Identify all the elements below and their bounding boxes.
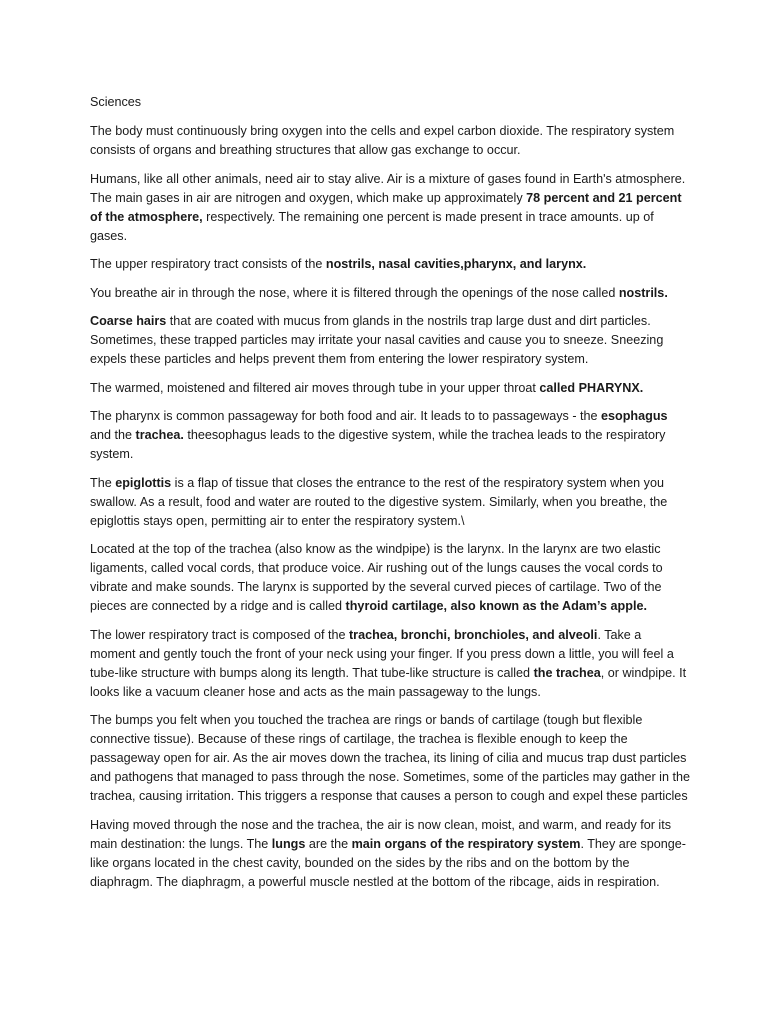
text-run: The body must continuously bring oxygen into the cells and expel carbon dioxide. The respiratory system consists of organs and breathing structures that allow gas exchange to occur. [90, 124, 675, 157]
text-run: The pharynx is common passageway for both food and air. It leads to to passageways - the [90, 409, 602, 423]
text-run: The bumps you felt when you touched the trachea are rings or bands of cartilage (tough but flexible connective tissue). Because of these rings of cartilage, the trachea is flexible enough to keep the passageway open for air. As the air moves down the trachea, its lining of cilia and mucus trap dust particles and pathogens that managed to pass through the nose. Sometimes, some of the particles may gather in the trachea, causing irritation. This triggers a response that causes a person to cough and expel these particles [90, 713, 690, 803]
text-run: theesophagus leads to the digestive system, while the trachea leads to the respiratory system. [90, 428, 666, 461]
text-run: The [90, 475, 116, 490]
bold-text: trachea, bronchi, bronchioles, and alveoli [348, 627, 598, 642]
text-run: are the [305, 836, 352, 851]
text-run: that are coated with mucus from glands in the nostrils trap large dust and dirt particles. Sometimes, these trapped particles may irritate your nasal cavities and cause you to sneeze. Sneezing expels these particles and helps prevent them from entering the lower respiratory system. [90, 314, 664, 366]
bold-text: nostrils, nasal cavities,pharynx, and larynx. [325, 257, 587, 271]
bold-text: nostrils. [618, 285, 668, 300]
text-run: respectively. The remaining one percent is made present in trace amounts. up of gases. [90, 209, 654, 243]
bold-text: lungs [271, 836, 306, 851]
paragraph [90, 379, 690, 398]
bold-text: the trachea [533, 665, 601, 680]
paragraph [90, 816, 690, 892]
paragraph [90, 540, 690, 616]
paragraph [90, 711, 690, 806]
text-run: Having moved through the nose and the trachea, the air is now clean, moist, and warm, and ready for its main destination: the lungs. The [90, 817, 672, 851]
text-run: The warmed, moistened and filtered air moves through tube in your upper throat [90, 380, 540, 395]
document-heading: Sciences [90, 95, 142, 109]
bold-text: 78 percent and 21 percent of the atmosphere, [90, 190, 682, 224]
paragraph [90, 626, 690, 702]
bold-text: epiglottis [115, 475, 172, 490]
bold-text: trachea. [135, 428, 184, 442]
bold-text: thyroid cartilage, also known as the Adam’s apple. [345, 599, 647, 613]
document-body [90, 122, 690, 892]
bold-text: called PHARYNX. [539, 380, 644, 395]
paragraph [90, 284, 690, 303]
text-run: and the [90, 428, 136, 442]
paragraph [90, 255, 690, 274]
paragraph [90, 170, 690, 246]
paragraph [90, 474, 690, 531]
bold-text: main organs of the respiratory system [351, 836, 581, 851]
text-run: Humans, like all other animals, need air to stay alive. Air is a mixture of gases found in Earth's atmosphere. The main gases in air are nitrogen and oxygen, which make up approximately [90, 171, 686, 205]
paragraph [90, 312, 690, 369]
text-run: , or windpipe. It looks like a vacuum cleaner hose and acts as the main passageway to the lungs. [90, 665, 687, 699]
text-run: Located at the top of the trachea (also know as the windpipe) is the larynx. In the larynx are two elastic ligaments, called vocal cords, that produce voice. Air rushing out of the lungs causes the vocal cords to vibrate and make sounds. The larynx is supported by the several curved pieces of cartilage. Two of the pieces are connected by a ridge and is called [90, 542, 663, 613]
text-run: is a flap of tissue that closes the entrance to the rest of the respiratory system when you swallow. As a result, food and water are routed to the digestive system. Similarly, when you breathe, the epiglottis stays open, permitting air to enter the respiratory system.\ [90, 475, 668, 528]
text-run: The upper respiratory tract consists of the [90, 257, 326, 271]
paragraph [90, 407, 690, 464]
bold-text: esophagus [601, 409, 668, 423]
text-run: . They are sponge-like organs located in the chest cavity, bounded on the sides by the ribs and on the bottom by the diaphragm. The diaphragm, a powerful muscle nestled at the bottom of the ribcage, aids in respiration. [90, 836, 686, 889]
text-run: . Take a moment and gently touch the front of your neck using your finger. If you press down a little, you will feel a tube-like structure with bumps along its length. That tube-like structure is called [90, 627, 674, 680]
bold-text: Coarse hairs [90, 314, 167, 328]
text-run: The lower respiratory tract is composed of the [90, 627, 349, 642]
paragraph [90, 122, 690, 160]
text-run: You breathe air in through the nose, where it is filtered through the openings of the nose called [90, 285, 619, 300]
